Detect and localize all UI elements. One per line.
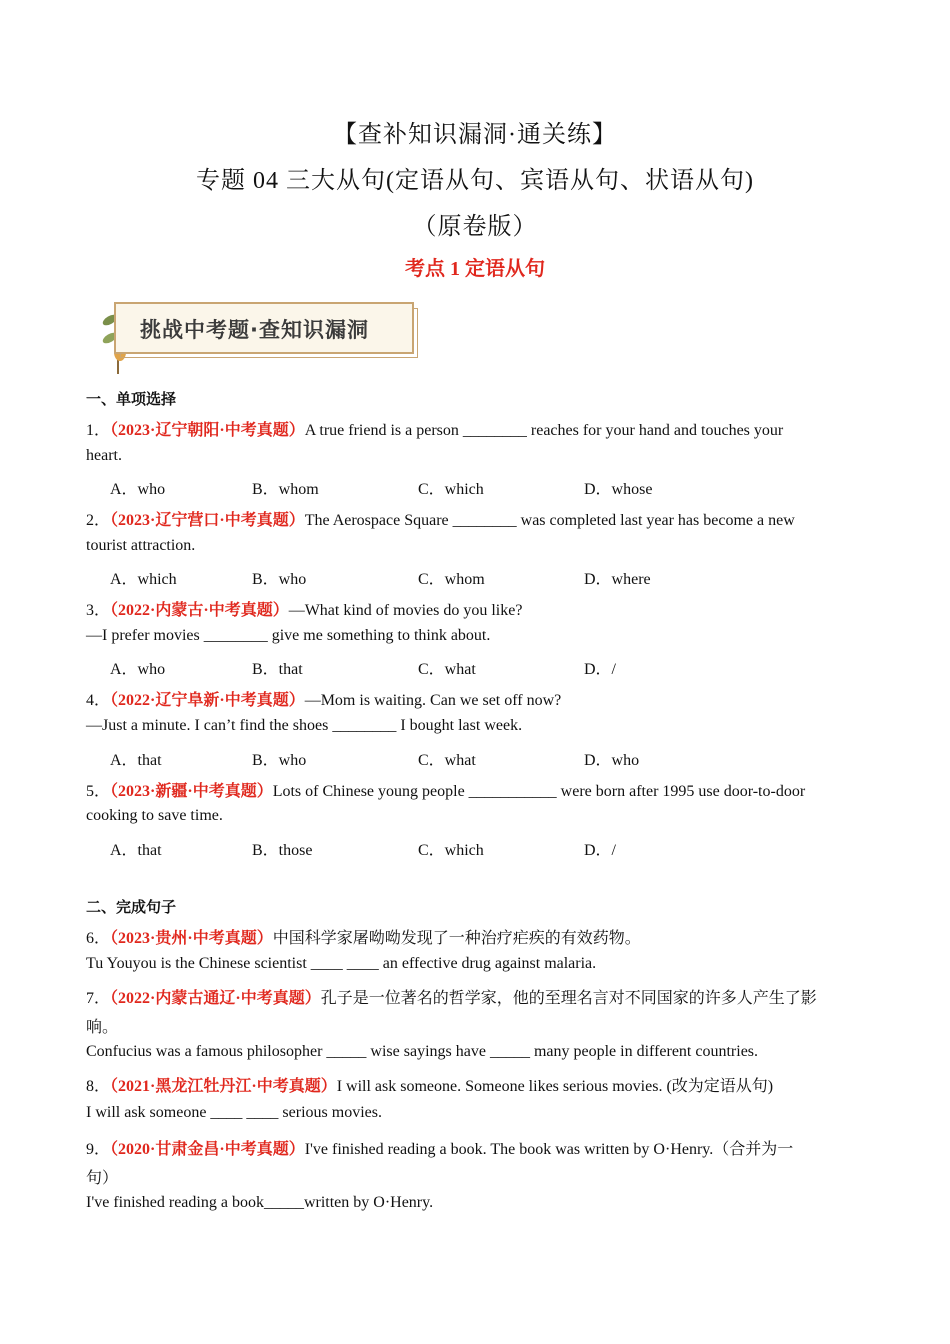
option-c: C．which	[418, 842, 484, 859]
banner-text: 挑战中考题·查知识漏洞	[140, 318, 369, 342]
topic-title: 专题 04 三大从句(定语从句、宾语从句、状语从句)	[196, 168, 754, 194]
option-a: A．who	[110, 661, 166, 678]
option-d: D．whose	[584, 481, 653, 498]
option-b: B．whom	[252, 481, 319, 498]
edition-label: （原卷版）	[412, 214, 538, 240]
option-c: C．which	[418, 481, 484, 498]
question-1: 1．（2023·辽宁朝阳·中考真题）A true friend is a person ________ reaches for your hand and touches your	[86, 422, 784, 439]
option-b: B．who	[252, 571, 307, 588]
section-heading-choice: 一、单项选择	[86, 390, 177, 408]
option-a: A．who	[110, 481, 166, 498]
question-3: 3．（2022·内蒙古·中考真题）—What kind of movies do you like?	[86, 602, 523, 619]
document-page: 【查补知识漏洞·通关练】 专题 04 三大从句(定语从句、宾语从句、状语从句) （原卷版） 考点 1 定语从句 挑战中考题·查知识漏洞 一、单项选择 1．（2023·辽宁朝阳·中考真题）A true friend is a person ________ reaches for your hand and touches your heart. A．who B．whom C．which D．whose 2．（2023·辽宁营口·中考真题）The Aerospace Square ________ was completed last year has become a new tourist attraction. A．which B．who C．whom D．where 3．（2022·内蒙古·中考真题）—What kind of movies do you like? —I prefer movies ________ give me something to think about. A．who B．that C．what D．/ 4．（2022·辽宁阜新·中考真题）—Mom is waiting. Can we set off now? —Just a minute. I can’t find the shoes ________ I bought last week. A．that B．who C．what D．who 5．（2023·新疆·中考真题）Lots of Chinese young people ___________ were born after 1995 use door-to-door cooking to save time. A．that B．those C．which D．/ 二、完成句子 6．（2023·贵州·中考真题）中国科学家屠呦呦发现了一种治疗疟疾的有效药物。 Tu Youyou is the Chinese scientist ____ ____ an effective drug against malaria. 7．（2022·内蒙古通辽·中考真题）孔子是一位著名的哲学家，他的至理名言对不同国家的许多人产生了影 响。 Confucius was a famous philosopher _____ wise sayings have _____ many people in different countries. 8．（2021·黑龙江牡丹江·中考真题）I will ask someone. Someone likes serious movies. (改为定语从句) I will ask someone ____ ____ serious movies. 9．（2020·甘肃金昌·中考真题）I've finished reading a book. The book was written by O·Henry.（合并为一 句） I've finished reading a book_____written by O·Henry.	[0, 0, 950, 1344]
exam-point-title: 考点 1 定语从句	[405, 258, 545, 280]
question-6: 6．（2023·贵州·中考真题）中国科学家屠呦呦发现了一种治疗疟疾的有效药物。	[86, 930, 641, 947]
option-d: D．/	[584, 661, 617, 678]
option-d: D．who	[584, 752, 640, 769]
option-b: B．who	[252, 752, 307, 769]
option-b: B．that	[252, 661, 303, 678]
option-a: A．that	[110, 842, 162, 859]
section-heading-sentences: 二、完成句子	[86, 898, 177, 916]
question-9: 9．（2020·甘肃金昌·中考真题）I've finished reading a book. The book was written by O·Henry.（合并为一	[86, 1141, 794, 1158]
option-d: D．where	[584, 571, 651, 588]
question-4: 4．（2022·辽宁阜新·中考真题）—Mom is waiting. Can we set off now?	[86, 692, 562, 709]
option-d: D．/	[584, 842, 617, 859]
option-c: C．what	[418, 661, 476, 678]
option-b: B．those	[252, 842, 313, 859]
question-5: 5．（2023·新疆·中考真题）Lots of Chinese young people ___________ were born after 1995 use door-to-door	[86, 783, 806, 800]
option-c: C．whom	[418, 571, 485, 588]
header-title: 【查补知识漏洞·通关练】	[333, 122, 617, 148]
option-a: A．that	[110, 752, 162, 769]
option-c: C．what	[418, 752, 476, 769]
question-7: 7．（2022·内蒙古通辽·中考真题）孔子是一位著名的哲学家，他的至理名言对不同国家的许多人产生了影	[86, 990, 817, 1007]
option-a: A．which	[110, 571, 177, 588]
question-8: 8．（2021·黑龙江牡丹江·中考真题）I will ask someone. Someone likes serious movies. (改为定语从句)	[86, 1078, 774, 1095]
question-2: 2．（2023·辽宁营口·中考真题）The Aerospace Square ________ was completed last year has become a new	[86, 512, 795, 529]
section-banner	[88, 294, 428, 378]
